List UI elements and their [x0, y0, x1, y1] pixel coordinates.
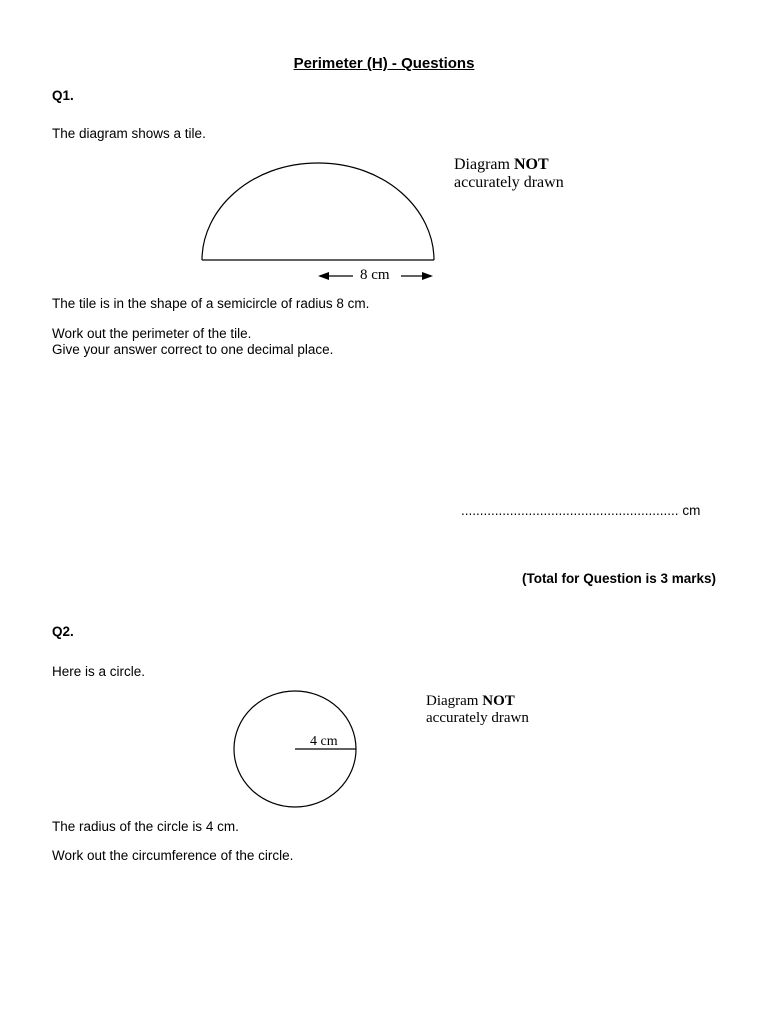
arrowhead-right-icon [422, 272, 433, 280]
diagram-note-prefix: Diagram [426, 693, 483, 709]
question-1-statement: The tile is in the shape of a semicircle of radius 8 cm. [52, 296, 370, 311]
diagram-note-q2 [426, 693, 529, 727]
diagram-note-q1 [454, 156, 564, 192]
arrowhead-left-icon [318, 272, 329, 280]
question-1-intro: The diagram shows a tile. [52, 126, 206, 141]
answer-unit: cm [682, 503, 701, 518]
question-1-task-line2: Give your answer correct to one decimal place. [52, 342, 334, 357]
question-2-number: Q2. [52, 624, 74, 639]
page-title: Perimeter (H) - Questions [293, 55, 475, 72]
radius-label: 4 cm [310, 734, 338, 749]
diagram-note-line2: accurately drawn [426, 710, 529, 726]
diagram-note-bold: NOT [513, 156, 549, 173]
question-2-statement: The radius of the circle is 4 cm. [52, 819, 239, 834]
diagram-note-prefix: Diagram [454, 156, 514, 173]
semicircle-arc [202, 163, 434, 260]
question-2-task: Work out the circumference of the circle. [52, 848, 294, 863]
answer-line-q1 [461, 503, 700, 519]
question-2-intro: Here is a circle. [52, 664, 146, 679]
question-1-task-line1: Work out the perimeter of the tile. [52, 326, 252, 341]
diagram-note-line2: accurately drawn [454, 174, 564, 191]
answer-dots: .......................................................... [461, 503, 679, 518]
semicircle-diagram [195, 155, 445, 290]
diagram-note-bold: NOT [482, 693, 515, 709]
question-1-total-marks: (Total for Question is 3 marks) [521, 571, 716, 586]
question-1-number: Q1. [52, 88, 74, 103]
circle-diagram [230, 687, 360, 813]
dimension-label: 8 cm [360, 267, 390, 283]
